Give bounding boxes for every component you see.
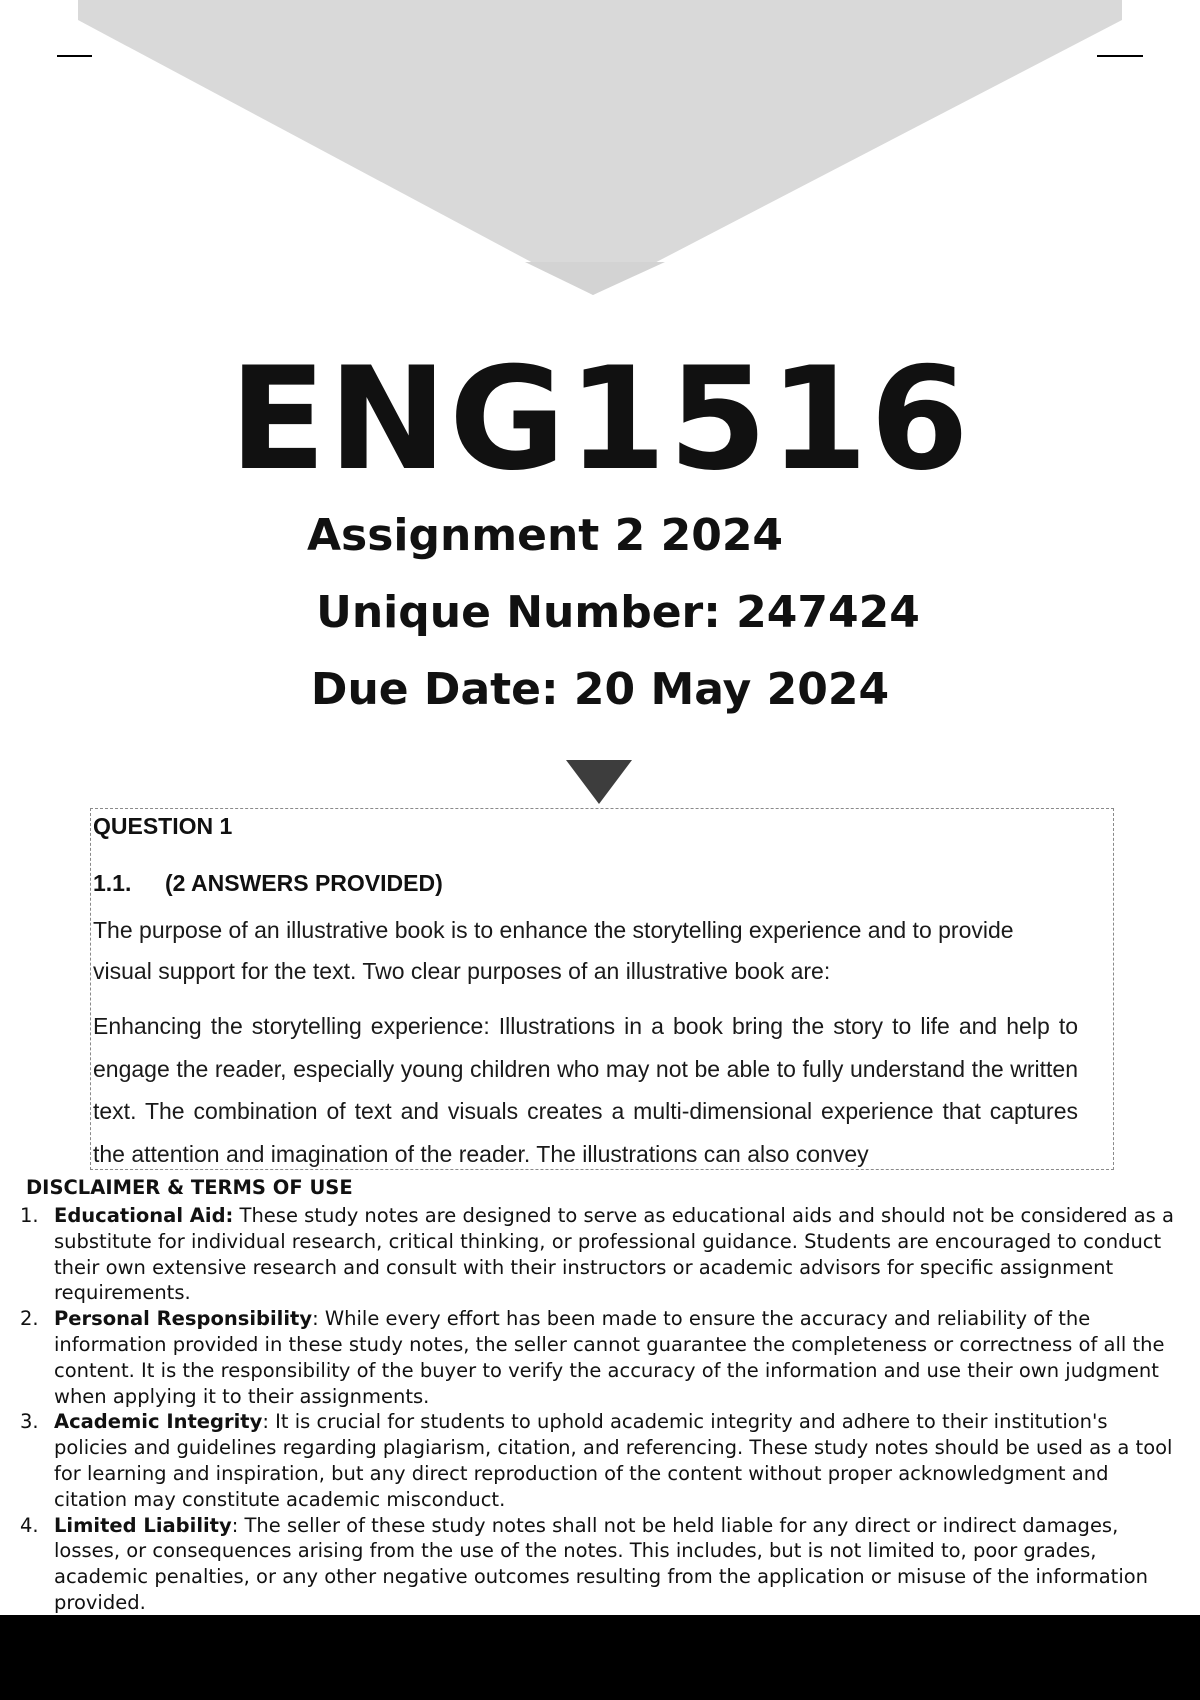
disclaimer-item-title: Academic Integrity <box>54 1410 263 1434</box>
banner-notch <box>525 262 665 295</box>
top-banner-chevron <box>0 0 1200 300</box>
disclaimer-item-text: These study notes are designed to serve as educational aids and should not be considered as a substitute for individual research, critical thinking, or professional guidance. Students are encouraged to conduct their own extensive research and consult with their instructors or academic advisors for specific assignment requirements. <box>54 1204 1174 1305</box>
disclaimer-item-text: : The seller of these study notes shall not be held liable for any direct or indirect damages, losses, or consequences arising from the use of the notes. This includes, but is not limited to, poor grades, academic penalties, or any other negative outcomes resulting from the application or misuse of the information provided. <box>54 1513 1149 1614</box>
disclaimer-item <box>0 1513 1200 1616</box>
disclaimer-item-title: Personal Responsibility <box>54 1307 313 1331</box>
disclaimer-item-text: : It is crucial for students to uphold academic integrity and adhere to their institution's policies and guidelines regarding plagiarism, citation, and referencing. These study notes should be used as a tool for learning and inspiration, but any direct reproduction of the content without proper acknowledgment and citation may constitute academic misconduct. <box>54 1410 1173 1511</box>
top-left-rule <box>57 55 92 57</box>
disclaimer-heading: DISCLAIMER & TERMS OF USE <box>26 1176 353 1199</box>
assignment-label: Assignment 2 2024 <box>306 510 784 561</box>
answer-paragraph-intro: The purpose of an illustrative book is to enhance the storytelling experience and to provide visual support for the text. Two clear purposes of an illustrative book are: <box>93 917 1014 984</box>
disclaimer-item-text: : While every effort has been made to ensure the accuracy and reliability of the information provided in these study notes, the seller cannot guarantee the completeness or correctness of all the content. It is the responsibility of the buyer to verify the accuracy of the information and use their own judgment when applying it to their assignments. <box>54 1307 1165 1408</box>
disclaimer-item-number: 2. <box>20 1307 39 1331</box>
content-preview-box <box>90 808 1114 1170</box>
disclaimer-item <box>0 1409 1200 1512</box>
disclaimer-item-title: Limited Liability <box>54 1513 232 1537</box>
question-subheading <box>93 870 443 897</box>
down-arrow-icon <box>566 760 632 804</box>
due-date: Due Date: 20 May 2024 <box>310 664 890 715</box>
disclaimer-item-number: 3. <box>20 1410 39 1434</box>
subquestion-title: (2 ANSWERS PROVIDED) <box>165 870 443 896</box>
disclaimer-item-number: 4. <box>20 1513 39 1537</box>
disclaimer-item <box>0 1306 1200 1409</box>
top-right-rule <box>1097 55 1143 57</box>
disclaimer-list <box>0 1203 1200 1616</box>
disclaimer-item-number: 1. <box>20 1204 39 1227</box>
disclaimer-item-title: Educational Aid: <box>54 1204 234 1227</box>
footer-bar <box>0 1615 1200 1700</box>
answer-paragraph-body: Enhancing the storytelling experience: Illustrations in a book bring the story to life and help to engage the reader, especially young children who may not be able to fully understand the written text. The combination of text and visuals creates a multi-dimensional experience that captures the attention and imagination of the reader. The illustrations can also convey <box>93 1013 1078 1167</box>
banner-shape <box>78 0 1122 295</box>
question-heading: QUESTION 1 <box>93 813 233 839</box>
course-code-title: ENG1516 <box>229 337 971 502</box>
subquestion-number: 1.1. <box>93 870 132 896</box>
disclaimer-item <box>0 1203 1200 1306</box>
unique-number: Unique Number: 247424 <box>316 587 920 638</box>
